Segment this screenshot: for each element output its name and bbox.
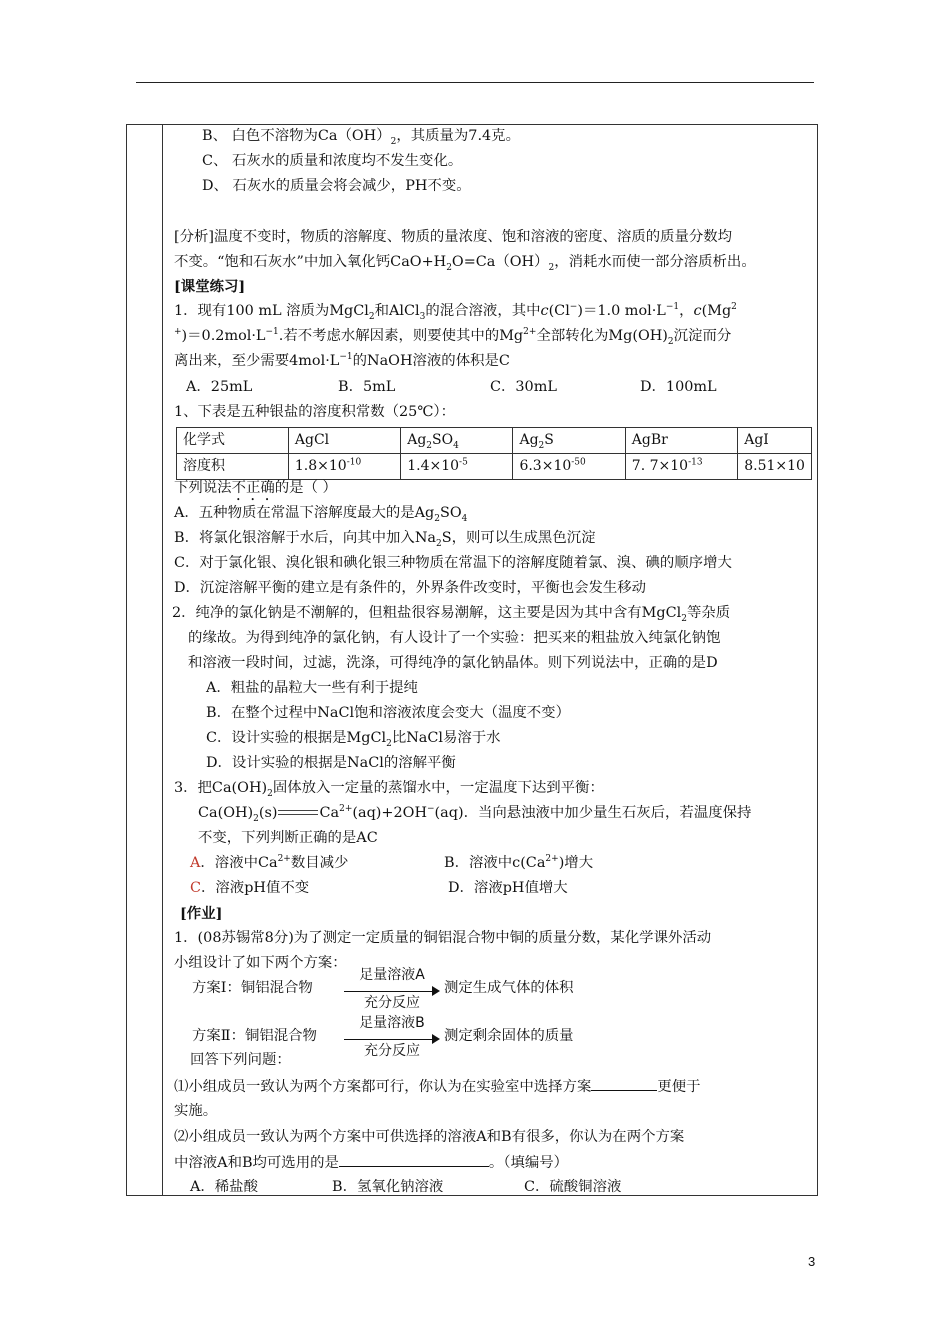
table-cell: 7. $7\times 10^{-13}$ xyxy=(625,454,737,480)
table-option-c: C．对于氯化银、溴化银和碘化银三种物质在常温下的溶解度随着氯、溴、碘的顺序增大 xyxy=(174,555,732,571)
part-2-line-2: 中溶液A和B均可选用的是 。（填编号） xyxy=(174,1150,568,1176)
section-practice-heading: [课堂练习] xyxy=(174,278,246,295)
scheme-1-condition: 充分反应 xyxy=(364,995,420,1011)
q2-line-3: 和溶液一段时间，过滤，洗涤，可得纯净的氯化钠晶体。则下列说法中，正确的是D xyxy=(188,655,718,671)
answer-prompt: 回答下列问题： xyxy=(190,1052,291,1068)
option-d: D、 石灰水的质量会将会减少，PH不变。 xyxy=(202,178,471,194)
scheme-1-arrow xyxy=(344,967,440,1017)
analysis-line-2: 不变。“饱和石灰水”中加入氧化钙$CaO+H_2O=Ca(OH)_2$，消耗水而使一部分溶质析出。 xyxy=(174,254,756,273)
hw1-line-2: 小组设计了如下两个方案： xyxy=(174,955,347,971)
table-column-divider xyxy=(162,124,163,1196)
q2-line-1: 2．纯净的氯化钠是不潮解的，但粗盐很容易潮解，这主要是因为其中含有MgCl$_2$等杂质 xyxy=(172,605,731,624)
ksp-table xyxy=(176,427,812,480)
q2-option-d: D．设计实验的根据是NaCl的溶解平衡 xyxy=(206,755,456,771)
q2-option-c: C．设计实验的根据是MgCl$_2$比NaCl易溶于水 xyxy=(206,730,501,749)
option-c: C、 石灰水的质量和浓度均不发生变化。 xyxy=(202,153,463,169)
hw1-line-1: 1．(08苏锡常8分)为了测定一定质量的铜铝混合物中铜的质量分数，某化学课外活动 xyxy=(174,930,712,946)
table-header-cell: 化学式 xyxy=(177,428,289,454)
table-intro: 1、下表是五种银盐的溶度积常数（25℃）： xyxy=(174,404,456,420)
q1-line-2: $^+)=0.2mol\cdot L^{-1}$.若不考虑水解因素，则要使其中的$Mg^{2+}$全部转化为$Mg(OH)_2$沉淀而分 xyxy=(174,327,732,347)
table-row xyxy=(177,428,812,454)
page-number: 3 xyxy=(808,1254,816,1269)
scheme-1-label: 方案Ⅰ：铜铝混合物 xyxy=(192,980,313,996)
table-header-cell: AgCl xyxy=(288,428,400,454)
q2-option-a: A．粗盐的晶粒大一些有利于提纯 xyxy=(206,680,418,696)
q3-option-c: C．溶液pH值不变 xyxy=(190,880,310,896)
answer-blank-2[interactable] xyxy=(339,1150,489,1167)
header-rule xyxy=(136,82,814,83)
scheme-2-condition: 充分反应 xyxy=(364,1043,420,1059)
q3-line-3: 不变，下列判断正确的是AC xyxy=(198,830,378,846)
equilibrium-arrow-icon xyxy=(278,808,320,818)
table-header-cell: AgI xyxy=(738,428,812,454)
hw-option-b: B．氢氧化钠溶液 xyxy=(332,1179,444,1195)
q1-option-b: B．5mL xyxy=(338,379,396,395)
analysis-line-1: [分析]温度不变时，物质的溶解度、物质的量浓度、饱和溶液的密度、溶质的质量分数均 xyxy=(174,229,733,245)
q1-option-a: A．25mL xyxy=(186,379,253,395)
q3-line-1: 3．把$Ca(OH)_2$固体放入一定量的蒸馏水中，一定温度下达到平衡： xyxy=(174,780,604,799)
table-cell: 8.51×10 xyxy=(738,454,812,480)
table-option-b: B．将氯化银溶解于水后，向其中加入$Na_2S$，则可以生成黑色沉淀 xyxy=(174,530,596,549)
q1-option-d: D．100mL xyxy=(640,379,717,395)
table-cell: $6.3\times 10^{-50}$ xyxy=(513,454,625,480)
q1-line-3: 离出来，至少需要$4mol\cdot L^{-1}$的NaOH溶液的体积是C xyxy=(174,352,510,369)
scheme-1-reagent: 足量溶液A xyxy=(359,967,425,983)
table-header-cell: $Ag_2S$ xyxy=(513,428,625,454)
q1-option-c: C．30mL xyxy=(490,379,557,395)
table-header-cell: $Ag_2SO_4$ xyxy=(401,428,513,454)
scheme-2-reagent: 足量溶液B xyxy=(359,1015,425,1031)
hw-option-c: C．硫酸铜溶液 xyxy=(524,1179,622,1195)
part-1-line-2: 实施。 xyxy=(174,1103,218,1119)
scheme-2-label: 方案Ⅱ：铜铝混合物 xyxy=(192,1028,317,1044)
hw-option-a: A．稀盐酸 xyxy=(190,1179,258,1195)
answer-blank-1[interactable] xyxy=(591,1074,657,1091)
q1-line-1: 1．现有100 mL 溶质为MgCl$_2$和AlCl$_3$的混合溶液，其中c(Cl−)＝1.0 $mol\cdot L^{-1}$，c(Mg$^2$ xyxy=(174,302,737,322)
q2-line-2: 的缘故。为得到纯净的氯化钠，有人设计了一个实验：把买来的粗盐放入纯氯化钠饱 xyxy=(188,630,721,646)
section-homework-heading: [作业] xyxy=(180,905,223,922)
option-b: B、 白色不溶物为$Ca(OH)_2$，其质量为7.4克。 xyxy=(202,128,520,147)
part-1-line-1: ⑴小组成员一致认为两个方案都可行，你认为在实验室中选择方案 更便于 xyxy=(174,1074,701,1100)
table-cell: 溶度积 xyxy=(177,454,289,480)
q3-option-b: B．溶液中$c(Ca^{2+})$增大 xyxy=(444,854,594,871)
scheme-2-arrow xyxy=(344,1015,440,1065)
scheme-1-result: 测定生成气体的体积 xyxy=(444,980,574,996)
table-option-d: D．沉淀溶解平衡的建立是有条件的，外界条件改变时，平衡也会发生移动 xyxy=(174,580,647,596)
table-header-cell: AgBr xyxy=(625,428,737,454)
q3-option-d: D．溶液pH值增大 xyxy=(448,880,568,896)
table-cell: $1.4\times 10^{-5}$ xyxy=(401,454,513,480)
table-option-a: A．五种物质在常温下溶解度最大的是$Ag_2SO_4$ xyxy=(174,505,468,524)
q3-equation: $Ca(OH)_2(s)$ $Ca^{2+}(aq)+2OH^-(aq)$．当向悬浊液中加少量生石灰后，若温度保持 xyxy=(198,804,752,824)
table-question: 下列说法不正确的是（ ） xyxy=(174,480,337,496)
q3-option-a: A．溶液中$Ca^{2+}$数目减少 xyxy=(190,854,349,871)
scheme-2-result: 测定剩余固体的质量 xyxy=(444,1028,574,1044)
part-2-line-1: ⑵小组成员一致认为两个方案中可供选择的溶液A和B有很多，你认为在两个方案 xyxy=(174,1129,685,1145)
q2-option-b: B．在整个过程中NaCl饱和溶液浓度会变大（温度不变） xyxy=(206,705,570,721)
table-cell: $1.8\times 10^{-10}$ xyxy=(288,454,400,480)
